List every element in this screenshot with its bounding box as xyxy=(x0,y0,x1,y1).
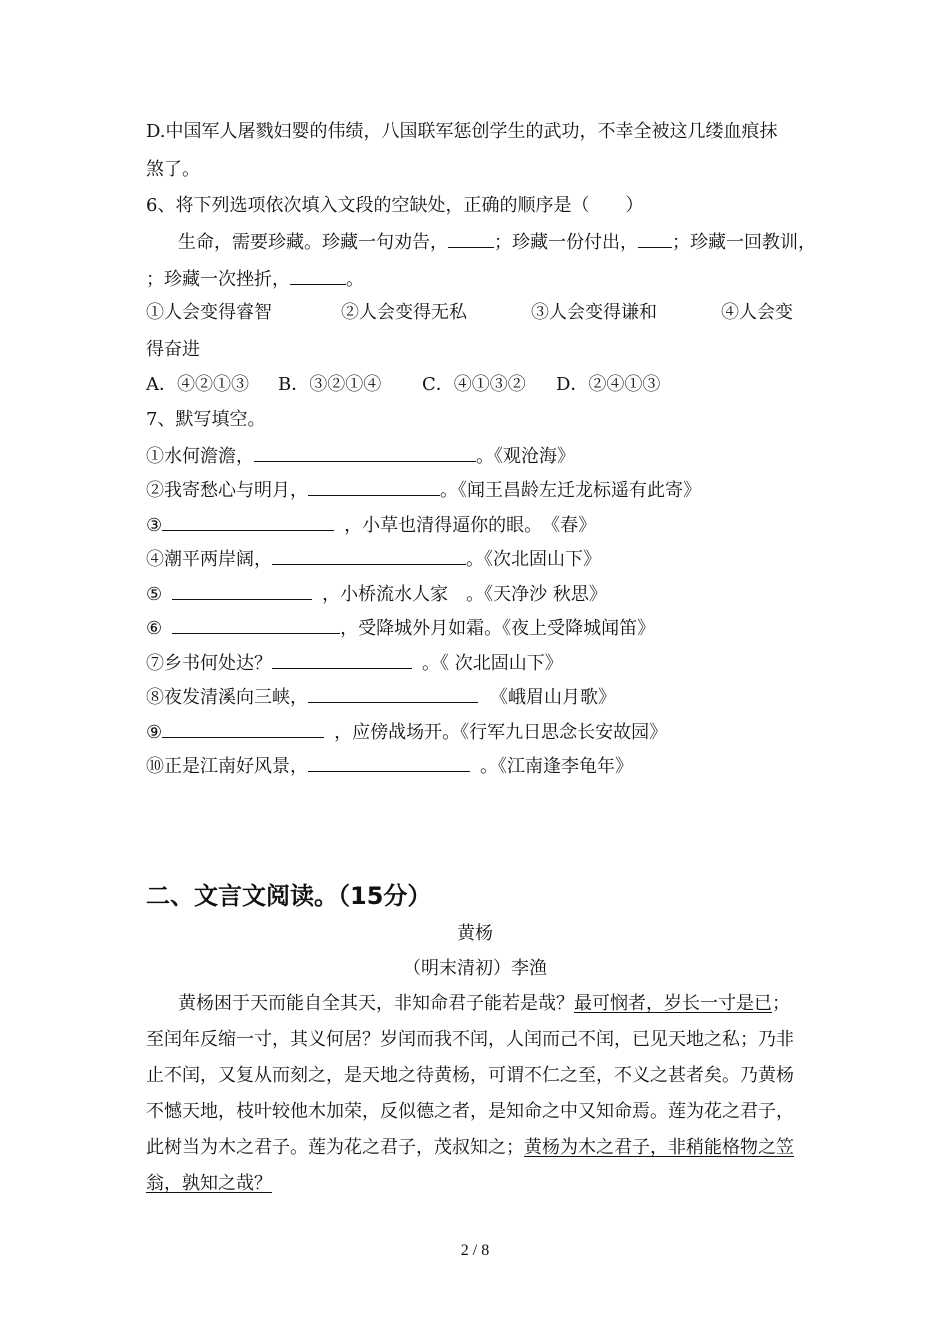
q7-title: 7、默写填空。 xyxy=(146,409,266,430)
q7-item-4: ④潮平两岸阔， 。《次北固山下》 xyxy=(146,546,601,572)
passage-line5: 此树当为木之君子。莲为花之君子，茂叔知之；黄杨为木之君子，非稍能格物之笠 xyxy=(146,1137,794,1158)
passage-line6 xyxy=(146,1172,272,1196)
q7-item-2: ②我寄愁心与明月， 。《闻王昌龄左迁龙标遥有此寄》 xyxy=(146,477,701,503)
q6-passage-line2: ；珍藏一次挫折， 。 xyxy=(146,266,364,292)
q7-item-3: ③ ，小草也清得逼你的眼。 《春》 xyxy=(146,512,596,538)
passage-line1: 黄杨困于天而能自全其天，非知命君子能若是哉？最可悯者，岁长一寸是已； xyxy=(178,993,790,1014)
q7-item-8: ⑧夜发清溪向三峡， 《峨眉山月歌》 xyxy=(146,684,616,710)
blank xyxy=(290,266,346,285)
passage-line4: 不憾天地，枝叶较他木加荣，反似德之者，是知命之中又知命焉。莲为花之君子， xyxy=(146,1101,794,1122)
q5-option-d-line2: 煞了。 xyxy=(146,159,200,180)
underlined-sentence: 黄杨为木之君子，非稍能格物之笠 xyxy=(524,1137,794,1158)
q6-title: 6、将下列选项依次填入文段的空缺处，正确的顺序是（ ） xyxy=(146,195,644,216)
passage-line3: 止不闰，又复从而刻之，是天地之待黄杨，可谓不仁之至，不义之甚者矣。乃黄杨 xyxy=(146,1065,794,1086)
q6-choices: A．④②①③ B．③②①④ C．④①③② D．②④①③ xyxy=(146,374,661,395)
poem-author: （明末清初）李渔 xyxy=(403,958,547,979)
underlined-sentence: 翁，孰知之哉？ xyxy=(146,1173,272,1194)
page-number: 2 / 8 xyxy=(460,1242,490,1259)
q6-passage-line1: 生命，需要珍藏。珍藏一句劝告， ；珍藏一份付出， ；珍藏一回教训， xyxy=(178,229,816,255)
q6-options-line: ①人会变得睿智 ②人会变得无私 ③人会变得谦和 ④人会变 xyxy=(146,302,793,323)
q7-item-1: ①水何澹澹， 。《观沧海》 xyxy=(146,443,575,469)
passage-line2: 至闰年反缩一寸，其义何居？岁闰而我不闰，人闰而己不闰，已见天地之私；乃非 xyxy=(146,1029,794,1050)
q7-item-10: ⑩正是江南好风景， 。《江南逢李龟年》 xyxy=(146,753,633,779)
q7-item-6: ⑥ ，受降城外月如霜。《夜上受降城闻笛》 xyxy=(146,615,655,641)
q7-item-7: ⑦乡书何处达？ 。《 次北固山下》 xyxy=(146,650,563,676)
blank xyxy=(638,229,672,248)
section-heading: 二、文言文阅读。（15分） xyxy=(146,882,432,910)
q6-options-line2: 得奋进 xyxy=(146,339,200,360)
underlined-sentence: 最可悯者，岁长一寸是已 xyxy=(574,993,772,1014)
q7-item-9: ⑨ ，应傍战场开。《行军九日思念长安故园》 xyxy=(146,719,667,745)
poem-title: 黄杨 xyxy=(457,923,493,944)
q7-item-5: ⑤ ，小桥流水人家 。《天净沙 秋思》 xyxy=(146,581,607,607)
blank xyxy=(448,229,494,248)
q5-option-d-line1: D.中国军人屠戮妇婴的伟绩，八国联军惩创学生的武功，不幸全被这几缕血痕抹 xyxy=(146,121,778,142)
